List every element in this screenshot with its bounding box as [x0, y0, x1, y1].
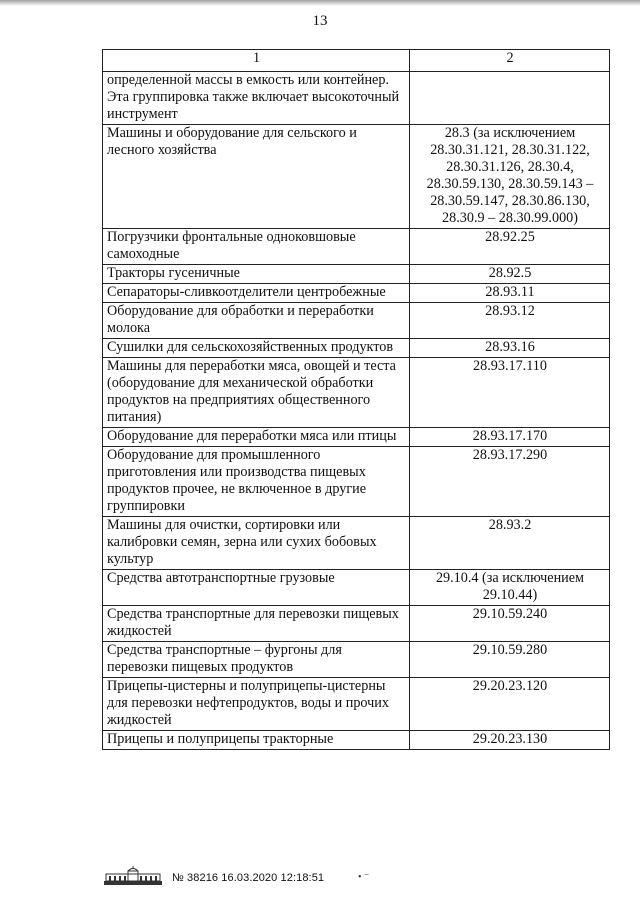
table-row — [103, 284, 610, 303]
row-name: Оборудование для обработки и переработки молока — [103, 303, 410, 339]
row-code: 28.93.12 — [410, 303, 610, 339]
row-code: 28.93.16 — [410, 339, 610, 358]
government-building-logo — [104, 866, 162, 886]
row-code: 28.93.17.110 — [410, 358, 610, 428]
stray-marks: • ⁻ — [358, 872, 370, 883]
row-code: 28.93.17.290 — [410, 447, 610, 517]
table-row — [103, 447, 610, 517]
row-code: 28.93.11 — [410, 284, 610, 303]
table-row — [103, 570, 610, 606]
row-name: Машины для переработки мяса, овощей и теста (оборудование для механической обработки продуктов на предприятиях общественного питания) — [103, 358, 410, 428]
row-code: 28.92.5 — [410, 265, 610, 284]
column-header-1: 1 — [103, 50, 410, 72]
table-row — [103, 428, 610, 447]
row-name: Машины и оборудование для сельского и лесного хозяйства — [103, 125, 410, 229]
table-row — [103, 678, 610, 731]
table-row — [103, 125, 610, 229]
table-row — [103, 229, 610, 265]
table-row — [103, 731, 610, 750]
row-code: 28.92.25 — [410, 229, 610, 265]
row-code: 29.20.23.120 — [410, 678, 610, 731]
table-header-row — [103, 50, 610, 72]
row-code: 29.10.4 (за исключением 29.10.44) — [410, 570, 610, 606]
row-name: Средства транспортные для перевозки пищевых жидкостей — [103, 606, 410, 642]
row-name: Оборудование для переработки мяса или птицы — [103, 428, 410, 447]
table-row — [103, 265, 610, 284]
document-footer — [104, 866, 324, 886]
scan-edge — [0, 0, 640, 6]
row-name: Погрузчики фронтальные одноковшовые самоходные — [103, 229, 410, 265]
table-row — [103, 303, 610, 339]
table-row — [103, 72, 610, 125]
table-row — [103, 517, 610, 570]
document-registration-stamp: № 38216 16.03.2020 12:18:51 — [172, 872, 325, 884]
row-code — [410, 72, 610, 125]
row-code: 28.93.17.170 — [410, 428, 610, 447]
classification-table — [102, 49, 610, 750]
row-name: Прицепы-цистерны и полуприцепы-цистерны для перевозки нефтепродуктов, воды и прочих жидкостей — [103, 678, 410, 731]
page-number: 13 — [312, 13, 328, 29]
row-name: Сепараторы-сливкоотделители центробежные — [103, 284, 410, 303]
table-row — [103, 642, 610, 678]
table-row — [103, 339, 610, 358]
row-code: 28.93.2 — [410, 517, 610, 570]
row-name: Оборудование для промышленного приготовления или производства пищевых продуктов прочее, не включенное в другие группировки — [103, 447, 410, 517]
row-name: определенной массы в емкость или контейнер. Эта группировка также включает высокоточный инструмент — [103, 72, 410, 125]
row-name: Тракторы гусеничные — [103, 265, 410, 284]
row-code: 29.20.23.130 — [410, 731, 610, 750]
table-row — [103, 358, 610, 428]
row-name: Сушилки для сельскохозяйственных продуктов — [103, 339, 410, 358]
row-name: Машины для очистки, сортировки или калибровки семян, зерна или сухих бобовых культур — [103, 517, 410, 570]
row-code: 29.10.59.280 — [410, 642, 610, 678]
row-name: Средства транспортные – фургоны для перевозки пищевых продуктов — [103, 642, 410, 678]
row-code: 29.10.59.240 — [410, 606, 610, 642]
table-row — [103, 606, 610, 642]
row-name: Средства автотранспортные грузовые — [103, 570, 410, 606]
column-header-2: 2 — [410, 50, 610, 72]
row-code: 28.3 (за исключением 28.30.31.121, 28.30.31.122, 28.30.31.126, 28.30.4, 28.30.59.130, 28.30.59.143 – 28.30.59.147, 28.30.86.130, 28.30.9 – 28.30.99.000) — [410, 125, 610, 229]
row-name: Прицепы и полуприцепы тракторные — [103, 731, 410, 750]
